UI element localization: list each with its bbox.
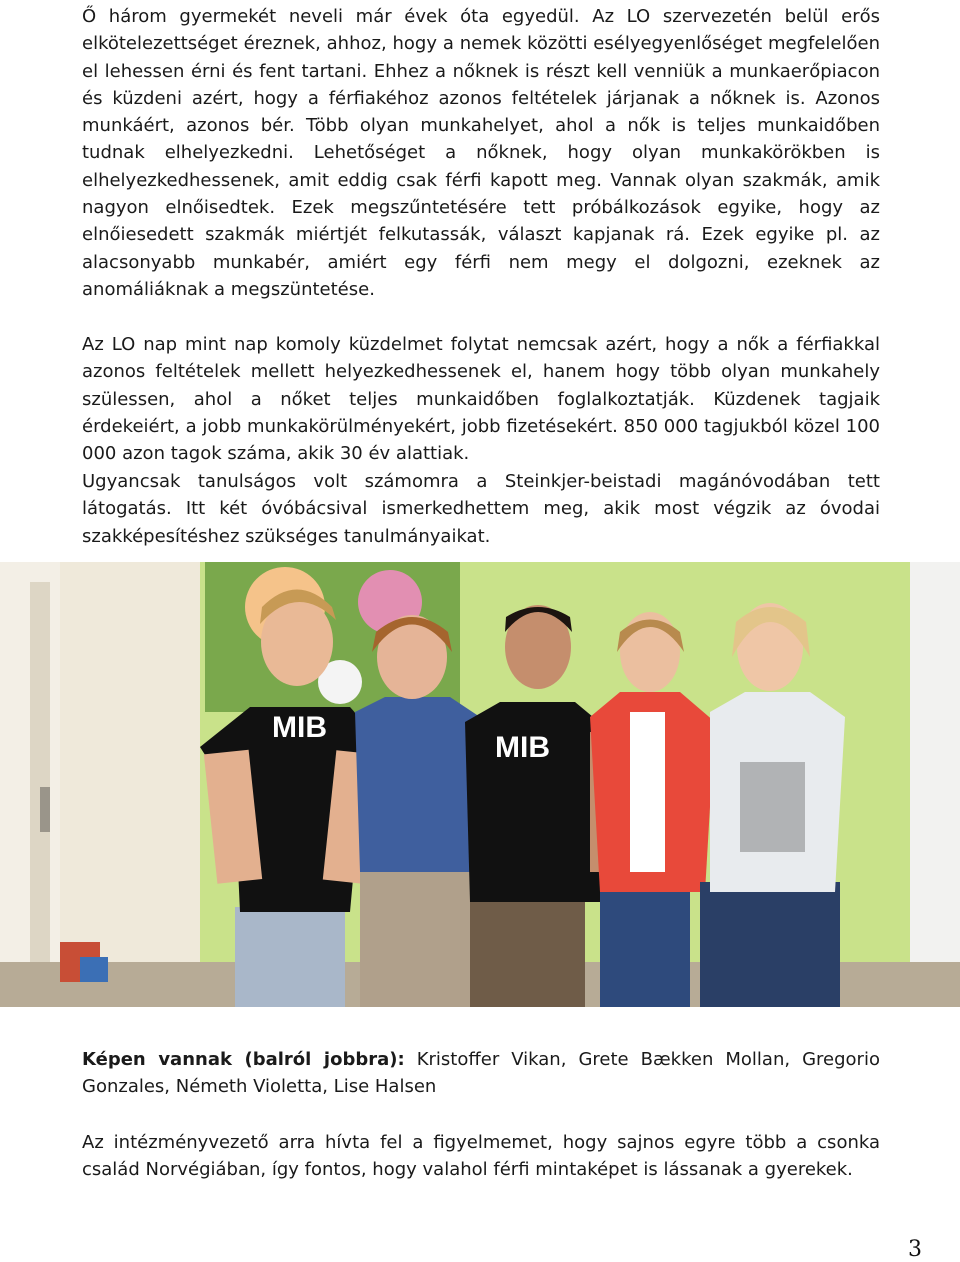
paragraph-father-figure: Az intézményvezető arra hívta fel a figyelmemet, hogy sajnos egyre több a csonka család Norvégiában, így fontos, hogy valahol férfi mintaképet is lássanak a gyerekek. [82, 1132, 880, 1181]
shirt-print-1: MIB [272, 711, 327, 744]
caption-label: Képen vannak (balról jobbra): [82, 1049, 405, 1070]
caption-names: Kristoffer Vikan, Grete Bækken Mollan, Gregorio Gonzales, Németh Violetta, Lise Halsen [82, 1049, 880, 1098]
page-number: 3 [908, 1237, 922, 1262]
paragraph-lo-struggle: Az LO nap mint nap komoly küzdelmet folytat nemcsak azért, hogy a nők a férfiakkal azonos feltételek mellett helyezkedhessenek el, hanem hogy több olyan munkahely szülessen, ahol a nőket teljes munkaidőben foglalkoztatják. Küzdenek tagjaik érdekeiért, a jobb munkakörülményekért, jobb fizetésekért. 850 000 tagjukból közel 100 000 azon tagok száma, akik 30 év alattiak. [82, 334, 880, 465]
paragraph-single-parent: Ő három gyermekét neveli már évek óta egyedül. Az LO szervezetén belül erős elkötelezettséget éreznek, ahhoz, hogy a nemek közötti esélyegyenlőséget megfelelően el lehessen érni és fent tartani. Ehhez a nőknek is részt kell venniük a munkaerőpiacon és küzdeni azért, hogy a férfiakéhoz azonos feltételek járjanak a nőknek is. Azonos munkáért, azonos bér. Több olyan munkahelyet, ahol a nők is teljes munkaidőben tudnak elhelyezkedni. Lehetőséget a nőknek, hogy olyan munkakörökben is elhelyezkedhessenek, amit eddig csak férfi kapott meg. Vannak olyan szakmák, amik nagyon elnőisedtek. Ezek megszűntetésére tett próbálkozások egyike, hogy az elnőiesedett szakmák miértjét felkutassák, választ kapjanak rá. Ezek egyike pl. az alacsonyabb munkabér, amiért egy férfi nem megy el dolgozni, ezeknek az anomáliáknak a megszüntetése. [82, 6, 880, 300]
shirt-print-2: MIB [495, 731, 550, 764]
paragraph-kindergarten-visit: Ugyancsak tanulságos volt számomra a Steinkjer-beistadi magánóvodában tett látogatás. Itt két óvóbácsival ismerkedhettem meg, akik most végzik az óvodai szakképesítéshez szükséges tanulmányaikat. [82, 471, 880, 547]
photo-caption [82, 1046, 880, 1101]
group-photo [0, 562, 960, 1007]
door-hinge [40, 787, 50, 832]
